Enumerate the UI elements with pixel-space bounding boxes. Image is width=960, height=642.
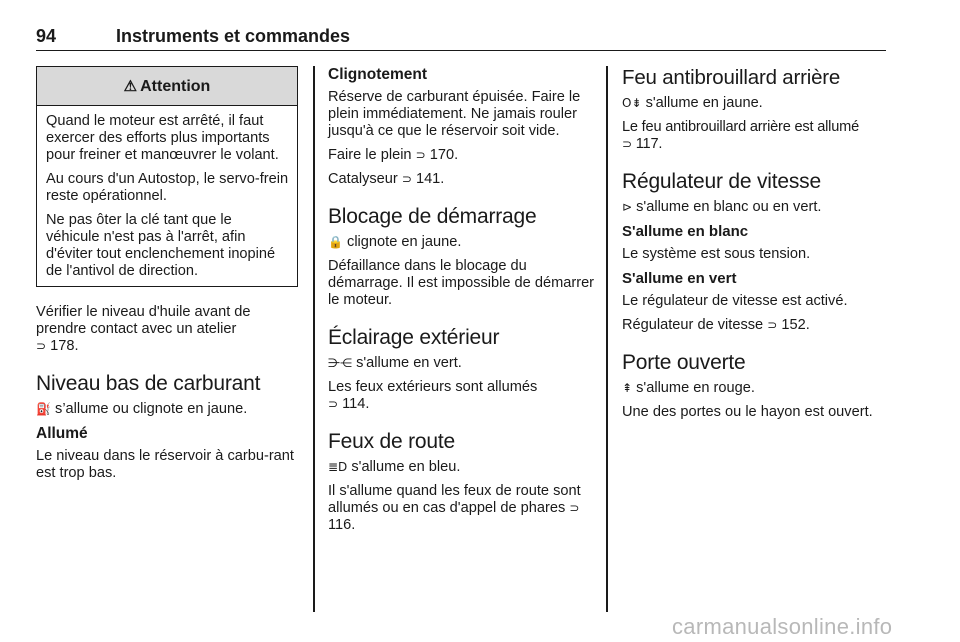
- xref-arrow-icon: ⊃: [569, 501, 580, 515]
- exterior-lighting-line: ⋺⋲ s'allume en vert.: [328, 355, 462, 371]
- xref-arrow-icon: ⊃: [415, 148, 426, 162]
- rear-fog-heading: Feu antibrouillard arrière: [622, 66, 841, 89]
- page-ref-link[interactable]: 114.: [342, 396, 370, 412]
- column-3: [622, 66, 888, 428]
- warning-body: [37, 106, 297, 286]
- xref-arrow-icon: ⊃: [622, 137, 632, 151]
- page-ref-link[interactable]: 170.: [429, 147, 459, 163]
- low-fuel-line: ⛽ s’allume ou clignote en jaune.: [36, 401, 248, 417]
- side-light-icon: ⋺⋲: [328, 356, 352, 370]
- car-key-icon: 🔒: [328, 235, 343, 249]
- fuel-pump-icon: ⛽: [36, 402, 51, 416]
- warning-paragraph: Au cours d'un Autostop, le servo-frein reste opérationnel.: [46, 171, 289, 204]
- white-subheading: S'allume en blanc: [622, 223, 749, 240]
- xref-arrow-icon: ⊃: [36, 339, 47, 353]
- open-door-icon: ⇞: [622, 381, 633, 395]
- page-ref-link[interactable]: 141.: [415, 171, 445, 187]
- flashing-text: Réserve de carburant épuisée. Faire le plein immédiatement. Ne jamais rouler jusqu'à ce que le réservoir soit vide.: [328, 89, 581, 139]
- warning-paragraph: Quand le moteur est arrêté, il faut exercer des efforts plus importants pour freiner et manœuvrer le volant.: [46, 113, 279, 163]
- rear-fog-icon: O⇟: [622, 96, 642, 110]
- warning-triangle-icon: ⚠: [123, 77, 138, 95]
- high-beam-heading: Feux de route: [328, 430, 455, 453]
- exterior-lighting-text: Les feux extérieurs sont allumés ⊃ 114.: [328, 379, 538, 412]
- door-open-line: ⇞ s'allume en rouge.: [622, 380, 755, 396]
- column-divider: [313, 66, 315, 612]
- xref-arrow-icon: ⊃: [767, 318, 778, 332]
- page-header: [36, 24, 886, 51]
- column-2: [328, 66, 596, 541]
- page-number: 94: [36, 26, 57, 46]
- flashing-subheading: Clignotement: [328, 66, 428, 83]
- exterior-lighting-heading: Éclairage extérieur: [328, 326, 500, 349]
- warning-paragraph: Ne pas ôter la clé tant que le véhicule n'est pas à l'arrêt, afin d'éviter tout enclenchement inopiné de l'antivol de direction.: [46, 212, 276, 279]
- lit-subheading: Allumé: [36, 425, 88, 442]
- high-beam-text: Il s'allume quand les feux de route sont allumés ou en cas d'appel de phares ⊃ 116.: [328, 483, 581, 533]
- page-ref-link[interactable]: 117.: [635, 136, 663, 152]
- high-beam-icon: ≣D: [328, 460, 348, 474]
- white-text: Le système est sous tension.: [622, 246, 811, 262]
- oil-check-paragraph: Vérifier le niveau d'huile avant de prendre contact avec un atelier ⊃ 178.: [36, 304, 251, 354]
- warning-header: [37, 67, 297, 106]
- low-fuel-text: Le niveau dans le réservoir à carbu-rant est trop bas.: [36, 448, 294, 481]
- warning-box: [36, 66, 298, 287]
- high-beam-line: ≣D s'allume en bleu.: [328, 459, 461, 475]
- cruise-control-heading: Régulateur de vitesse: [622, 170, 821, 193]
- cruise-ref-line: Régulateur de vitesse ⊃ 152.: [622, 317, 810, 333]
- immobilizer-heading: Blocage de démarrage: [328, 205, 537, 228]
- xref-arrow-icon: ⊃: [401, 172, 412, 186]
- rear-fog-text: Le feu antibrouillard arrière est allumé ⊃ 117.: [622, 119, 859, 152]
- column-divider: [606, 66, 608, 612]
- green-subheading: S'allume en vert: [622, 270, 737, 287]
- page-ref-link[interactable]: 116.: [328, 517, 356, 533]
- cruise-control-line: ⊳ s'allume en blanc ou en vert.: [622, 199, 822, 215]
- rear-fog-line: O⇟ s'allume en jaune.: [622, 95, 763, 111]
- immobilizer-line: 🔒 clignote en jaune.: [328, 234, 462, 250]
- door-open-heading: Porte ouverte: [622, 351, 746, 374]
- catalyst-line: Catalyseur ⊃ 141.: [328, 171, 445, 187]
- door-open-text: Une des portes ou le hayon est ouvert.: [622, 404, 873, 420]
- low-fuel-heading: Niveau bas de carburant: [36, 372, 261, 395]
- watermark: carmanualsonline.info: [672, 614, 893, 639]
- column-1: [36, 66, 298, 489]
- xref-arrow-icon: ⊃: [328, 397, 339, 411]
- speedometer-icon: ⊳: [622, 200, 633, 214]
- immobilizer-text: Défaillance dans le blocage du démarrage. Il est impossible de démarrer le moteur.: [328, 258, 595, 308]
- running-title: Instruments et commandes: [116, 26, 351, 46]
- green-text: Le régulateur de vitesse est activé.: [622, 293, 848, 309]
- page-ref-link[interactable]: 152.: [781, 317, 810, 333]
- page-ref-link[interactable]: 178.: [50, 338, 79, 354]
- refuel-line: Faire le plein ⊃ 170.: [328, 147, 459, 163]
- warning-title: Attention: [140, 77, 211, 95]
